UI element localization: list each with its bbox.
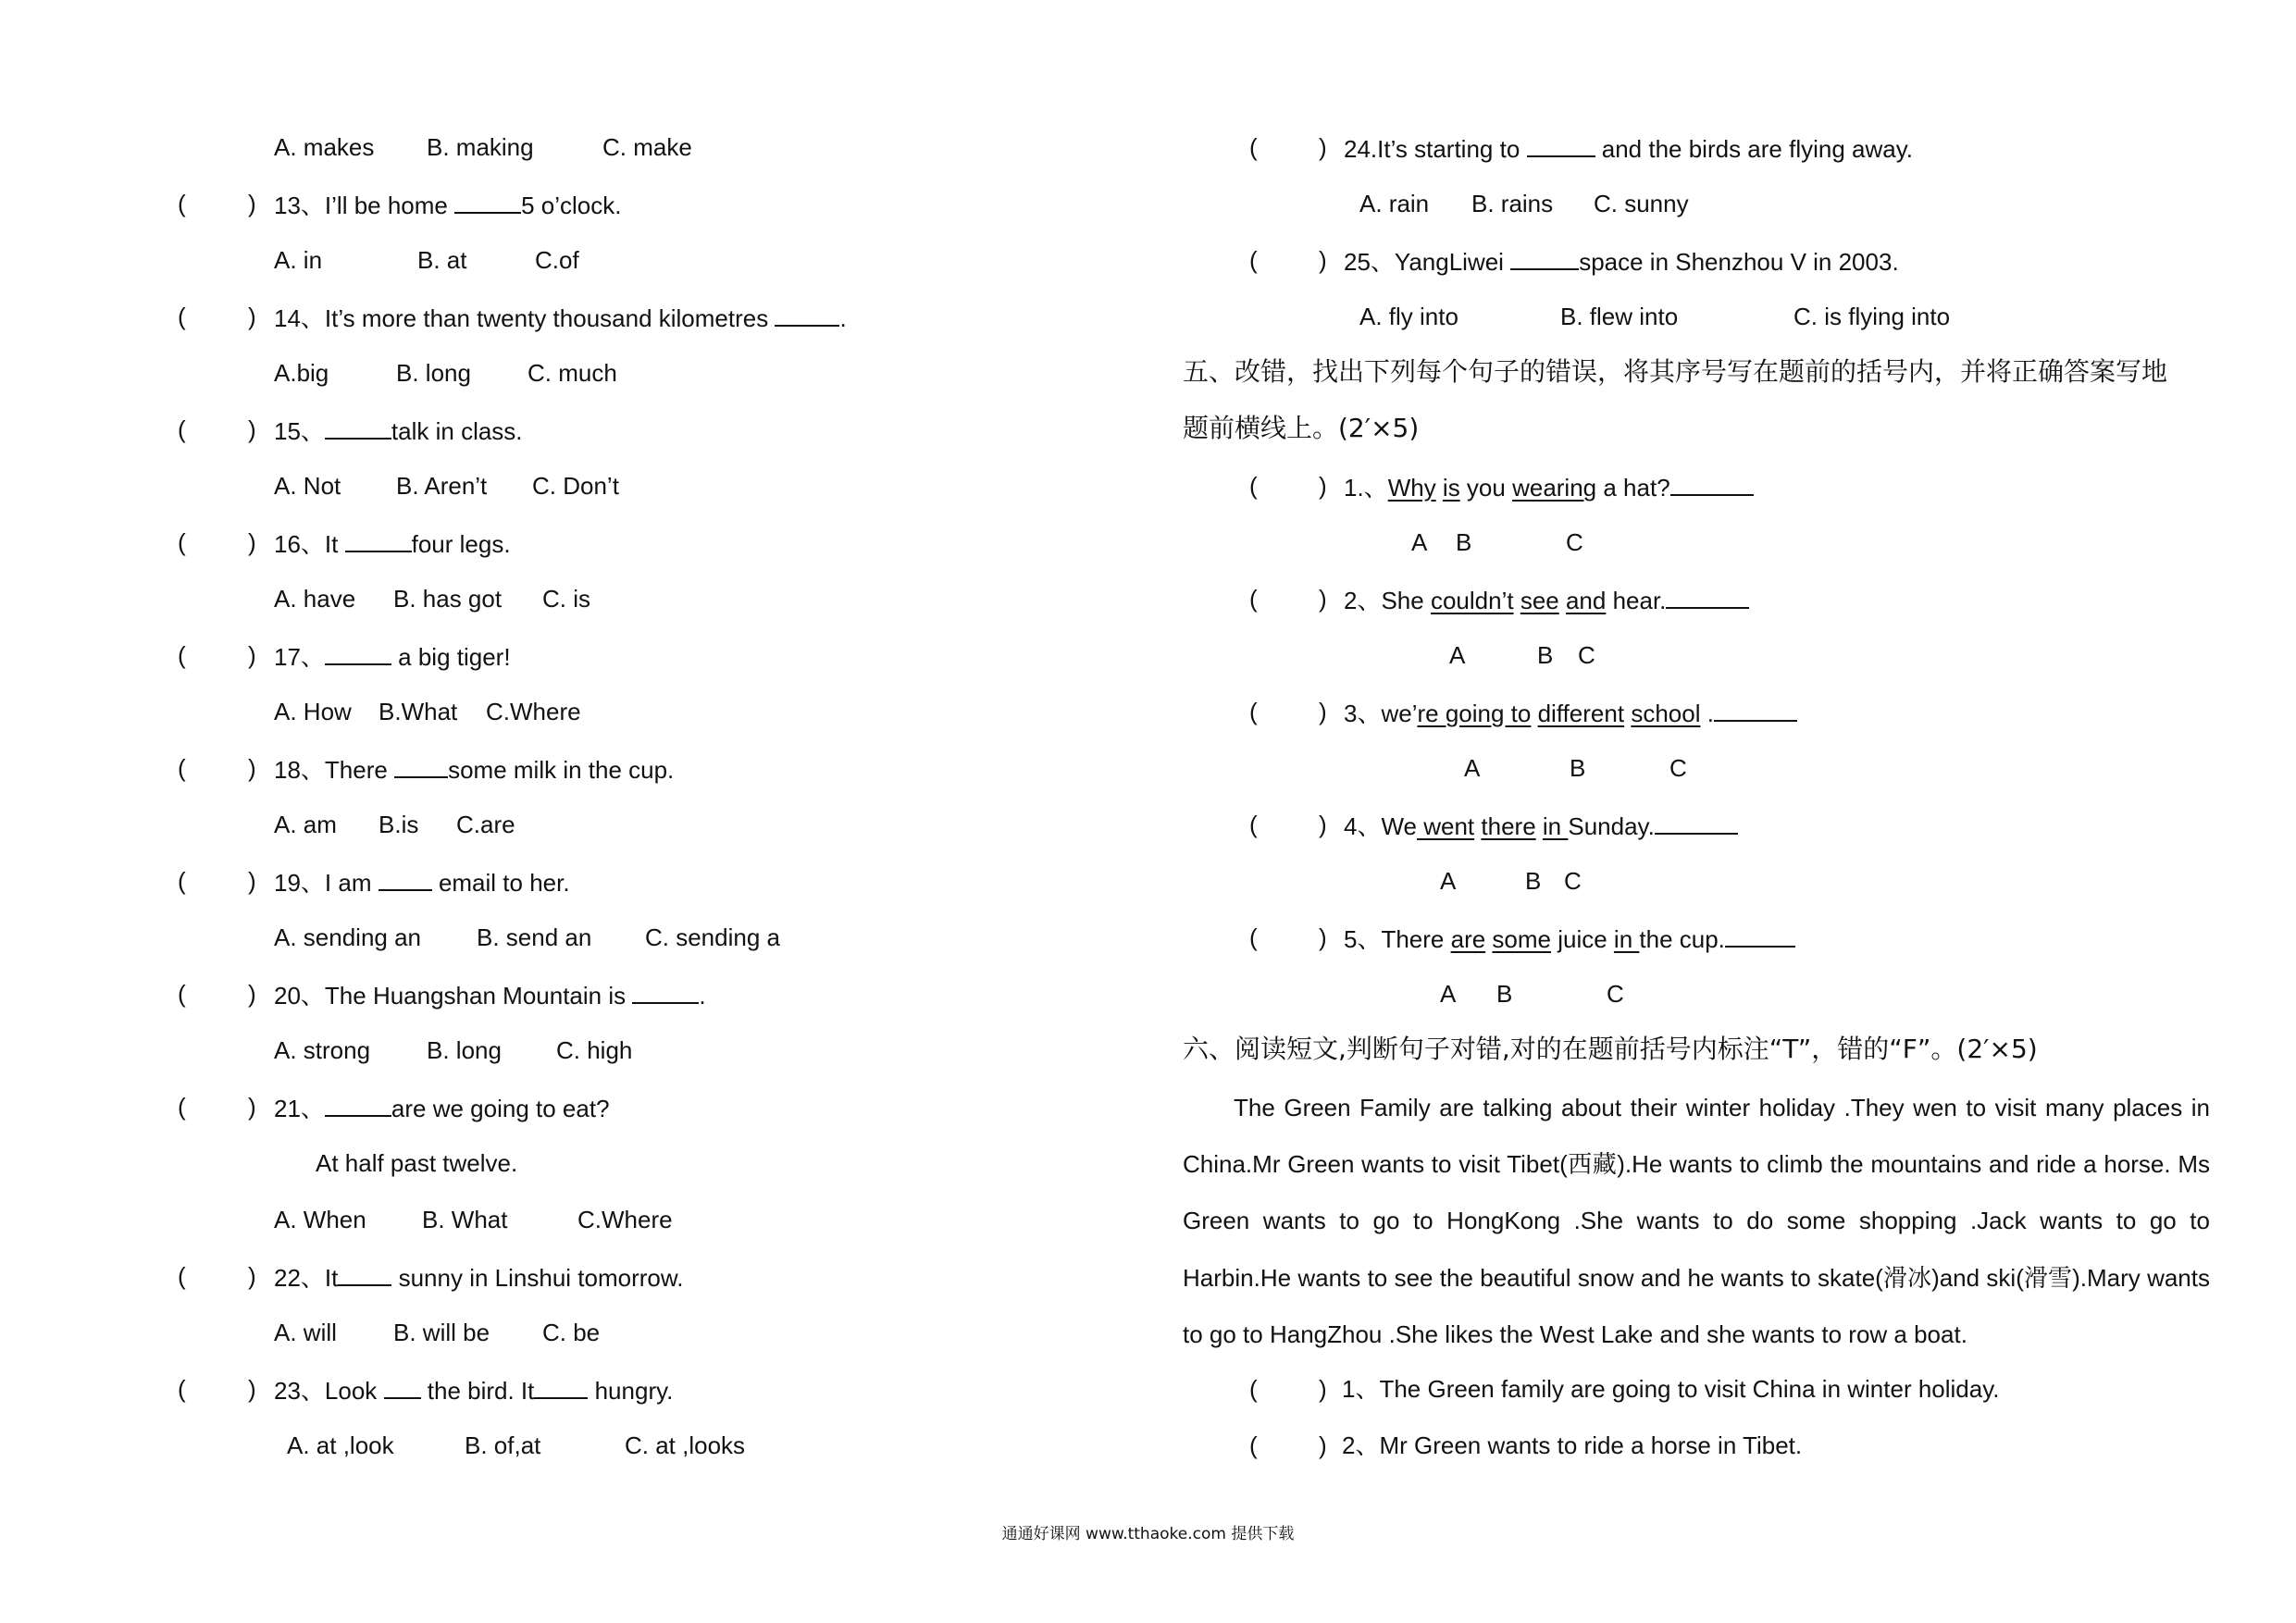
- option-b: B. making: [427, 133, 534, 161]
- error-sentence-3: 3、we’re going to different school .: [1344, 696, 1797, 729]
- option-c: C. high: [556, 1036, 633, 1064]
- option-a: A. at ,look: [287, 1431, 394, 1459]
- option-b: B. What: [422, 1206, 508, 1233]
- option-a: A. rain: [1359, 190, 1430, 217]
- option-c: C. sending a: [645, 923, 780, 951]
- option-a: A. am: [274, 811, 337, 838]
- letter-b: B: [1537, 641, 1554, 669]
- option-b: B. of,at: [465, 1431, 541, 1459]
- answer-paren-close: ): [248, 303, 256, 330]
- option-c: C. make: [602, 133, 692, 161]
- answer-paren-open: (: [178, 528, 186, 556]
- option-c: C.are: [456, 811, 515, 838]
- answer-blank[interactable]: [325, 414, 391, 440]
- answer-paren-close: ): [1319, 246, 1327, 274]
- section-6-heading: 六、阅读短文,判断句子对错,对的在题前括号内标注“T”，错的“F”。(2′×5): [1183, 1034, 2038, 1064]
- answer-paren-open: (: [178, 754, 186, 782]
- answer-paren-close: ): [248, 415, 256, 443]
- letter-a: A: [1464, 754, 1481, 782]
- answer-paren-open: (: [1249, 133, 1258, 161]
- answer-blank[interactable]: [345, 527, 412, 552]
- answer-blank[interactable]: [1510, 244, 1579, 270]
- option-c: C. Don’t: [532, 472, 619, 500]
- answer-paren-close: ): [1319, 923, 1327, 951]
- answer-paren-open: (: [178, 415, 186, 443]
- question-24: 24.It’s starting to and the birds are flying away.: [1344, 131, 1913, 165]
- answer-paren-close: ): [1319, 585, 1327, 613]
- answer-paren-close: ): [1319, 472, 1327, 500]
- answer-paren-open: (: [1249, 923, 1258, 951]
- letter-a: A: [1449, 641, 1466, 669]
- answer-paren-open: (: [178, 980, 186, 1008]
- option-a: A.big: [274, 359, 329, 387]
- option-b: B. rains: [1471, 190, 1554, 217]
- option-b: B.is: [379, 811, 419, 838]
- letter-c: C: [1566, 528, 1583, 556]
- answer-paren-close: ): [1319, 1375, 1327, 1403]
- option-b: B. long: [396, 359, 471, 387]
- answer-paren-close: ): [248, 528, 256, 556]
- question-21-response: At half past twelve.: [316, 1149, 518, 1177]
- answer-paren-open: (: [178, 1262, 186, 1290]
- question-16: 16、It four legs.: [274, 527, 511, 560]
- answer-paren-close: ): [1319, 811, 1327, 838]
- answer-blank[interactable]: [338, 1260, 391, 1286]
- answer-paren-close: ): [248, 190, 256, 217]
- answer-blank[interactable]: [379, 865, 432, 891]
- correction-blank[interactable]: [1655, 809, 1738, 835]
- answer-blank[interactable]: [454, 188, 521, 214]
- correction-blank[interactable]: [1714, 696, 1797, 722]
- letter-a: A: [1411, 528, 1428, 556]
- answer-paren-close: ): [1319, 133, 1327, 161]
- letter-c: C: [1669, 754, 1687, 782]
- error-sentence-1: 1.、Why is you wearing a hat?: [1344, 470, 1754, 503]
- option-a: A. have: [274, 585, 356, 613]
- correction-blank[interactable]: [1670, 470, 1754, 496]
- option-b: B. at: [417, 246, 467, 274]
- question-15: 15、 talk in class.: [274, 414, 523, 447]
- question-21: 21、 are we going to eat?: [274, 1091, 610, 1124]
- option-b: B. has got: [393, 585, 503, 613]
- option-b: B.What: [379, 698, 458, 725]
- answer-paren-close: ): [1319, 698, 1327, 725]
- option-a: A. strong: [274, 1036, 371, 1064]
- error-sentence-4: 4、We went there in Sunday.: [1344, 809, 1738, 842]
- answer-blank[interactable]: [632, 978, 699, 1004]
- option-b: B. send an: [477, 923, 592, 951]
- answer-paren-close: ): [248, 867, 256, 895]
- option-a: A. sending an: [274, 923, 422, 951]
- reading-passage: The Green Family are talking about their winter holiday .They wen to visit many places in China.Mr Green wants to visit Tibet(西藏).He wants to climb the mountains and ride a horse. Ms Green wants to go to HongKong .She wants to do some shopping .Jack wants to go to Harbin.He wants to see the beautiful snow and he wants to skate(滑冰)and ski(滑雪).Mary wants to go to HangZhou .She likes the West Lake and she wants to row a boat.: [1183, 1094, 2210, 1348]
- answer-paren-open: (: [1249, 1431, 1258, 1459]
- answer-paren-close: ): [248, 980, 256, 1008]
- option-c: C. is flying into: [1793, 303, 1951, 330]
- option-c: C.Where: [577, 1206, 673, 1233]
- option-c: C. at ,looks: [625, 1431, 746, 1459]
- judgement-item-2: 2、Mr Green wants to ride a horse in Tibet.: [1342, 1431, 1803, 1459]
- letter-c: C: [1578, 641, 1595, 669]
- answer-paren-close: ): [1319, 1431, 1327, 1459]
- question-13: 13、I’ll be home 5 o’clock.: [274, 188, 622, 221]
- answer-blank[interactable]: [775, 301, 839, 327]
- answer-paren-close: ): [248, 1375, 256, 1403]
- option-c: C.Where: [486, 698, 581, 725]
- letter-b: B: [1456, 528, 1472, 556]
- question-17: 17、 a big tiger!: [274, 639, 511, 673]
- letter-a: A: [1440, 980, 1457, 1008]
- answer-paren-open: (: [1249, 472, 1258, 500]
- answer-blank[interactable]: [394, 752, 448, 778]
- answer-blank[interactable]: [384, 1373, 421, 1399]
- answer-paren-open: (: [178, 1093, 186, 1121]
- letter-c: C: [1607, 980, 1624, 1008]
- answer-paren-open: (: [178, 303, 186, 330]
- answer-blank[interactable]: [1527, 131, 1595, 157]
- option-c: C. be: [542, 1319, 601, 1346]
- option-b: B. Aren’t: [396, 472, 488, 500]
- letter-b: B: [1570, 754, 1586, 782]
- option-c: C. sunny: [1594, 190, 1689, 217]
- page-footer: 通通好课网 www.tthaoke.com 提供下载: [1001, 1525, 1295, 1543]
- question-25: 25、YangLiwei space in Shenzhou V in 2003.: [1344, 244, 1899, 278]
- answer-paren-close: ): [248, 1262, 256, 1290]
- answer-paren-open: (: [178, 190, 186, 217]
- option-a: A. Not: [274, 472, 341, 500]
- correction-blank[interactable]: [1666, 583, 1749, 609]
- judgement-item-1: 1、The Green family are going to visit China in winter holiday.: [1342, 1375, 2000, 1403]
- answer-paren-open: (: [1249, 246, 1258, 274]
- question-23: 23、Look the bird. It hungry.: [274, 1373, 673, 1406]
- answer-paren-open: (: [1249, 585, 1258, 613]
- answer-paren-open: (: [1249, 698, 1258, 725]
- answer-blank[interactable]: [325, 639, 391, 665]
- option-c: C.of: [535, 246, 579, 274]
- answer-paren-open: (: [178, 867, 186, 895]
- answer-paren-open: (: [1249, 811, 1258, 838]
- option-c: C. much: [527, 359, 617, 387]
- answer-paren-close: ): [248, 641, 256, 669]
- correction-blank[interactable]: [1725, 922, 1795, 948]
- answer-paren-close: ): [248, 1093, 256, 1121]
- question-20: 20、The Huangshan Mountain is .: [274, 978, 706, 1011]
- option-a: A. How: [274, 698, 352, 725]
- option-a: A. in: [274, 246, 323, 274]
- answer-paren-open: (: [178, 1375, 186, 1403]
- answer-paren-open: (: [1249, 1375, 1258, 1403]
- question-14: 14、It’s more than twenty thousand kilometres .: [274, 301, 847, 334]
- section-5-heading-cont: 题前横线上。(2′×5): [1183, 413, 1420, 443]
- option-b: B. flew into: [1560, 303, 1679, 330]
- answer-paren-close: ): [248, 754, 256, 782]
- error-sentence-5: 5、There are some juice in the cup.: [1344, 922, 1795, 955]
- letter-b: B: [1525, 867, 1542, 895]
- option-b: B. long: [427, 1036, 502, 1064]
- option-b: B. will be: [393, 1319, 490, 1346]
- letter-b: B: [1496, 980, 1513, 1008]
- question-19: 19、I am email to her.: [274, 865, 570, 898]
- letter-a: A: [1440, 867, 1457, 895]
- letter-c: C: [1564, 867, 1582, 895]
- error-sentence-2: 2、She couldn’t see and hear.: [1344, 583, 1749, 616]
- answer-blank[interactable]: [534, 1373, 588, 1399]
- option-c: C. is: [542, 585, 590, 613]
- question-18: 18、There some milk in the cup.: [274, 752, 674, 786]
- option-a: A. will: [274, 1319, 337, 1346]
- question-22: 22、It sunny in Linshui tomorrow.: [274, 1260, 683, 1294]
- option-a: A. When: [274, 1206, 366, 1233]
- answer-blank[interactable]: [325, 1091, 391, 1117]
- section-5-heading: 五、改错，找出下列每个句子的错误，将其序号写在题前的括号内，并将正确答案写地: [1183, 356, 2168, 387]
- answer-paren-open: (: [178, 641, 186, 669]
- option-a: A. fly into: [1359, 303, 1458, 330]
- option-a: A. makes: [274, 133, 375, 161]
